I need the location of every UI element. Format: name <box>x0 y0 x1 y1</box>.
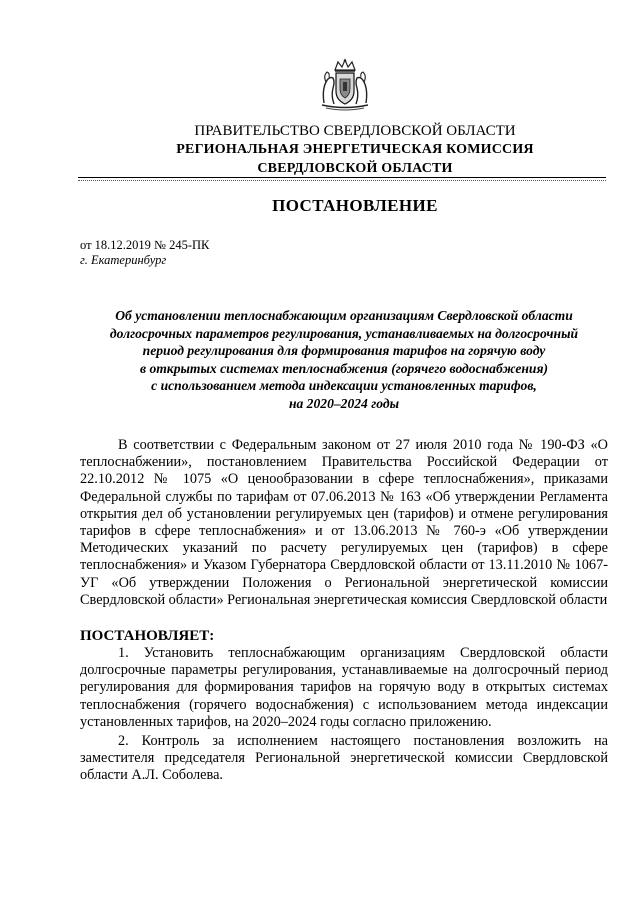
commission-name-line1: РЕГИОНАЛЬНАЯ ЭНЕРГЕТИЧЕСКАЯ КОМИССИЯ <box>176 142 534 157</box>
title-line: Об установлении теплоснабжающим организациям Свердловской области <box>115 308 573 323</box>
item-2-paragraph: 2. Контроль за исполнением настоящего постановления возложить на заместителя председателя Региональной энергетической комиссии Свердловской области А.Л. Соболева. <box>80 733 608 784</box>
commission-name-line2: СВЕРДЛОВСКОЙ ОБЛАСТИ <box>257 161 453 176</box>
document-title <box>80 307 608 413</box>
preamble-paragraph: В соответствии с Федеральным законом от 27 июля 2010 года № 190-ФЗ «О теплоснабжении», постановлением Правительства Российской Федерации от 22.10.2012 № 1075 «О ценообразовании в сфере теплоснабжения», приказами Федеральной службы по тарифам от 07.06.2013 № 163 «Об утверждении Регламента открытия дел об установлении регулируемых цен (тарифов) и отмене регулирования тарифов в сфере теплоснабжения» и от 13.06.2013 № 760-э «Об утверждении Методических указаний по расчету регулируемых цен (тарифов) в сфере теплоснабжения» и Указом Губернатора Свердловской области от 13.11.2010 № 1067-УГ «Об утверждении Положения о Региональной энергетической комиссии Свердловской области» Региональная энергетическая комиссия Свердловской области <box>80 437 608 608</box>
document-type-heading: ПОСТАНОВЛЕНИЕ <box>272 196 438 215</box>
document-city: г. Екатеринбург <box>80 253 167 267</box>
document-date-number: от 18.12.2019 № 245-ПК <box>80 238 210 252</box>
header-divider <box>78 177 606 178</box>
title-line: долгосрочных параметров регулирования, устанавливаемых на долгосрочный <box>109 325 579 341</box>
title-line: на 2020–2024 годы <box>288 395 400 411</box>
coat-of-arms-icon <box>316 58 374 112</box>
header-divider-dotted <box>78 180 606 181</box>
title-line: с использованием метода индексации установленных тарифов, <box>151 378 537 394</box>
coat-of-arms-emblem <box>316 58 374 112</box>
government-name: ПРАВИТЕЛЬСТВО СВЕРДЛОВСКОЙ ОБЛАСТИ <box>194 123 516 139</box>
item-1-paragraph: 1. Установить теплоснабжающим организациям Свердловской области долгосрочные параметры регулирования, устанавливаемые на долгосрочный период регулирования для формирования тарифов на горячую воду в открытых системах теплоснабжения (горячего водоснабжения) с использованием метода индексации установленных тарифов, на 2020–2024 годы согласно приложению. <box>80 645 608 730</box>
title-line: в открытых системах теплоснабжения (горячего водоснабжения) <box>139 360 549 376</box>
title-line: период регулирования для формирования тарифов на горячую воду <box>142 343 546 359</box>
resolves-heading: ПОСТАНОВЛЯЕТ: <box>80 628 215 644</box>
